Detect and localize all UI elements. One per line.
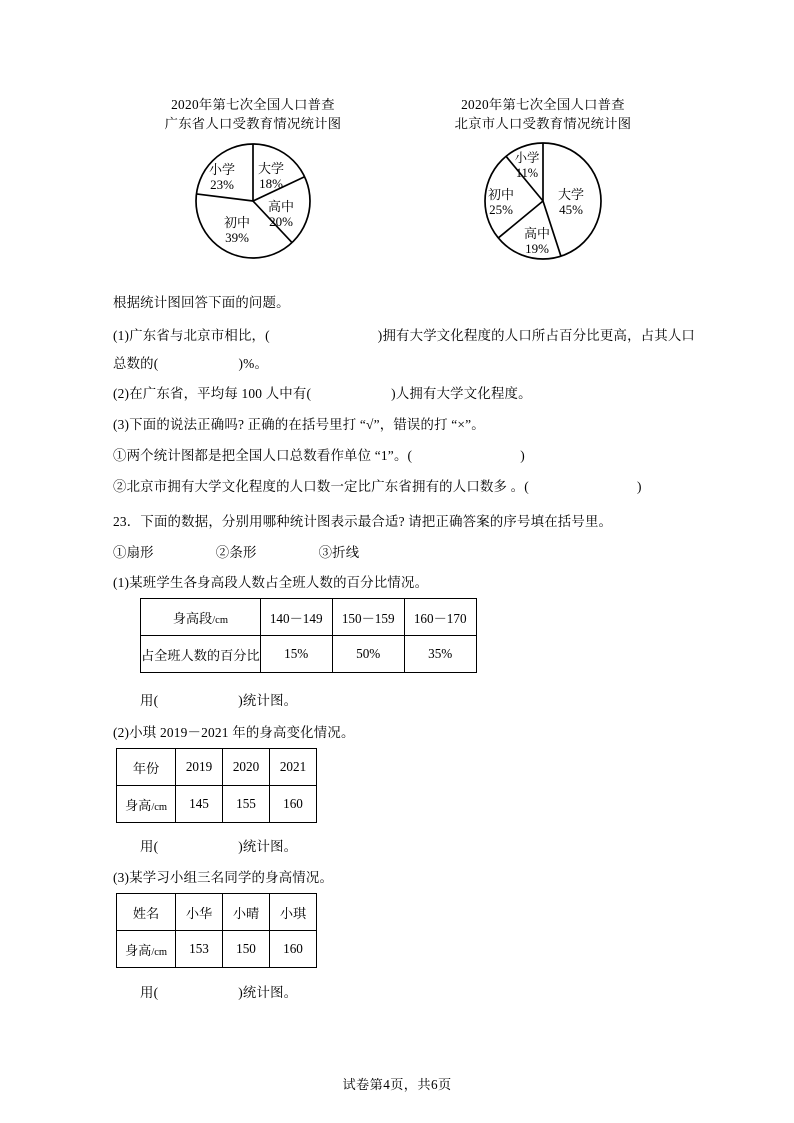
table-height-band-header-text: 身高段 [172,610,213,626]
table-student-height-name-1: 小华 [176,894,223,931]
table-height-band-range-3: 160－170 [404,599,476,636]
problem-23-sub-3-answer-a: 用( [140,985,159,1000]
question-1-line-2 [113,353,268,374]
option-2-label: 条形 [229,545,257,560]
table-student-height-name-3: 小琪 [270,894,317,931]
question-1-text-a: (1)广东省与北京市相比，( [113,328,270,343]
pie-slice-label-chuzhong-name-beijing: 初中 [487,186,515,202]
table-row [117,786,317,823]
question-3: (3)下面的说法正确吗? 正确的在括号里打 “√”，错误的打 “×”。 [113,417,485,432]
table-year-height [116,748,317,823]
question-3-item-2-close: ) [636,479,642,494]
questions-intro: 根据统计图回答下面的问题。 [113,295,290,310]
question-3-item-2-text: ②北京市拥有大学文化程度的人口数一定比广东省拥有的人口数多 。( [113,479,529,494]
pie-slice-label-gaozhong-name-beijing: 高中 [523,225,551,241]
table-student-height-value-2: 150 [223,931,270,968]
table-row [141,599,477,636]
table-height-band-percent-2: 50% [332,636,404,673]
page-footer: 试卷第4页，共6页 [342,1077,452,1092]
table-year-height-header-label: 年份 [117,749,176,786]
table-height-band-percent-3: 35% [404,636,476,673]
table-year-height-value-label [117,786,176,823]
table-student-height-header-label: 姓名 [117,894,176,931]
question-1-text-d: )%。 [238,356,269,371]
question-1-line-1 [113,325,695,346]
problem-23-sub-1-answer [140,690,297,711]
table-year-height-value-3: 160 [270,786,317,823]
problem-23-sub-2-answer-b: )统计图。 [238,839,298,854]
pie-slice-label-daxue-name-beijing: 大学 [557,186,585,202]
table-student-height-value-3: 160 [270,931,317,968]
pie-slice-label-gaozhong-value-beijing: 19% [525,240,549,256]
pie-svg-guangdong [185,140,321,266]
problem-23-sub-1-answer-a: 用( [140,693,159,708]
option-3-label: 折线 [332,545,360,560]
pie-svg-beijing [475,140,611,266]
problem-23-sub-3-prompt: (3)某学习小组三名同学的身高情况。 [113,870,334,885]
question-3-item-2 [113,476,642,497]
pie-chart-beijing [403,95,683,271]
table-student-height-name-2: 小晴 [223,894,270,931]
pie-slice-label-xiaoxue-name-beijing: 小学 [514,150,540,165]
table-row [141,636,477,673]
table-year-height-value-1: 145 [176,786,223,823]
question-1-text-b: )拥有大学文化程度的人口所占百分比更高，占其人口 [377,328,696,343]
problem-23-stem: 23．下面的数据，分别用哪种统计图表示最合适? 请把正确答案的序号填在括号里。 [113,514,613,529]
pie-slice-label-gaozhong-name-guangdong: 高中 [267,198,295,214]
pie-slice-label-chuzhong-value-guangdong: 39% [225,229,249,245]
table-row [117,749,317,786]
question-2-text-a: (2)在广东省，平均每 100 人中有( [113,386,312,401]
option-1-label: 扇形 [126,545,154,560]
table-year-height-value-2: 155 [223,786,270,823]
table-year-height-year-2: 2020 [223,749,270,786]
pie-slice-label-xiaoxue-value-beijing: 11% [515,165,539,180]
table-student-height-value-1: 153 [176,931,223,968]
problem-23-sub-1-prompt: (1)某班学生各身高段人数占全班人数的百分比情况。 [113,575,429,590]
table-year-height-value-text: 身高 [124,797,152,813]
table-student-height-value-label [117,931,176,968]
problem-23-options [113,542,359,563]
pie-chart-guangdong [113,95,393,271]
pie-slice-label-daxue-value-guangdong: 18% [259,175,283,191]
pie-slice-label-xiaoxue-name-guangdong: 小学 [208,161,236,177]
table-student-height-value-text: 身高 [124,942,152,958]
pie-slice-label-gaozhong-value-guangdong: 20% [269,213,293,229]
table-height-band [140,598,477,673]
question-3-item-1 [113,445,525,466]
table-height-band-percent-1: 15% [260,636,332,673]
pie-slice-label-xiaoxue-value-guangdong: 23% [210,176,234,192]
pie-slice-label-chuzhong-value-beijing: 25% [489,201,513,217]
problem-23-sub-3-answer [140,982,297,1003]
table-student-height-value-unit: /cm [151,946,168,958]
problem-23-sub-2-answer [140,836,297,857]
table-year-height-year-1: 2019 [176,749,223,786]
table-row [117,931,317,968]
question-3-item-1-text: ①两个统计图都是把全国人口总数看作单位 “1”。( [113,448,413,463]
question-3-item-1-close: ) [520,448,525,463]
pie-svg-wrap-beijing [475,140,611,271]
chart-title-beijing-line1: 2020年第七次全国人口普查 [461,97,625,112]
table-height-band-header-unit: /cm [212,614,228,626]
chart-title-beijing-line2: 北京市人口受教育情况统计图 [454,116,632,131]
table-student-height [116,893,317,968]
table-height-band-range-2: 150－159 [332,599,404,636]
problem-23-sub-3-answer-b: )统计图。 [238,985,298,1000]
pie-svg-wrap-guangdong [185,140,321,271]
table-height-band-percent-label: 占全班人数的百分比 [141,636,261,673]
option-3-marker: ③ [318,545,333,560]
question-1-text-c: 总数的( [113,356,159,371]
chart-title-guangdong-line1: 2020年第七次全国人口普查 [171,97,335,112]
problem-23-sub-2-answer-a: 用( [140,839,159,854]
table-year-height-value-unit: /cm [151,801,168,813]
pie-slice-label-chuzhong-name-guangdong: 初中 [223,214,251,230]
pie-slice-label-daxue-value-beijing: 45% [559,201,583,217]
question-2-text-b: )人拥有大学文化程度。 [391,386,532,401]
problem-23-sub-1-answer-b: )统计图。 [238,693,298,708]
table-height-band-range-1: 140－149 [260,599,332,636]
problem-23-sub-2-prompt: (2)小琪 2019－2021 年的身高变化情况。 [113,725,355,740]
table-row [117,894,317,931]
chart-title-guangdong-line2: 广东省人口受教育情况统计图 [164,116,342,131]
pie-slice-label-daxue-name-guangdong: 大学 [257,160,285,176]
charts-row [113,95,683,271]
option-2-marker: ② [215,545,230,560]
option-1-marker: ① [113,545,127,560]
table-height-band-header-label [141,599,261,636]
table-year-height-year-3: 2021 [270,749,317,786]
question-2 [113,383,532,404]
